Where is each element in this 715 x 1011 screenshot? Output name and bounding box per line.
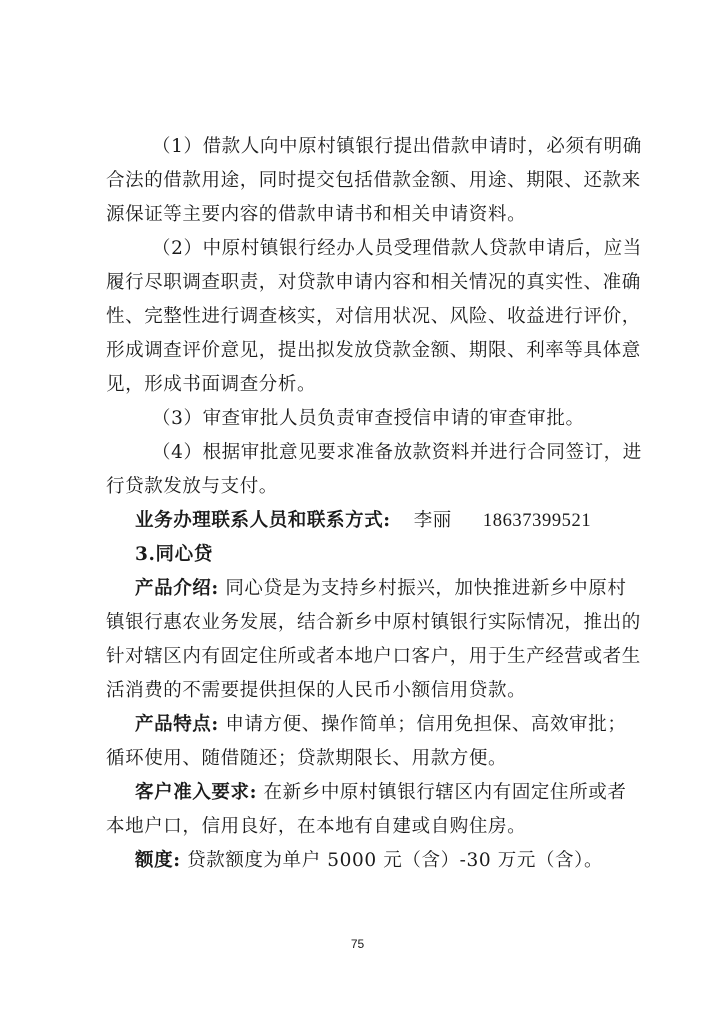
paragraph-line: 活消费的不需要提供担保的人民币小额信用贷款。 xyxy=(106,680,527,701)
requirements-text: 在新乡中原村镇银行辖区内有固定住所或者 xyxy=(263,782,627,803)
intro-text: 同心贷是为支持乡村振兴，加快推进新乡中原村 xyxy=(225,578,627,599)
features-text: 申请方便、操作简单；信用免担保、高效审批； xyxy=(225,714,627,735)
paragraph-line: 合法的借款用途，同时提交包括借款金额、用途、期限、还款来 xyxy=(106,170,641,191)
paragraph-line: （1）借款人向中原村镇银行提出借款申请时，必须有明确 xyxy=(152,136,642,157)
contact-label: 业务办理联系人员和联系方式: xyxy=(135,510,391,531)
paragraph-line: 行贷款发放与支付。 xyxy=(106,476,278,497)
paragraph-line: 循环使用、随借随还；贷款期限长、用款方便。 xyxy=(106,748,508,769)
quota-text: 贷款额度为单户 5000 元（含）-30 万元（含）。 xyxy=(187,850,604,871)
paragraph-line: （4）根据审批意见要求准备放款资料并进行合同签订，进 xyxy=(152,442,642,463)
paragraph-line: 履行尽职调查职责，对贷款申请内容和相关情况的真实性、准确 xyxy=(106,272,641,293)
paragraph-line: 镇银行惠农业务发展，结合新乡中原村镇银行实际情况，推出的 xyxy=(106,612,641,633)
requirements-label: 客户准入要求: xyxy=(135,782,258,803)
paragraph-line: 针对辖区内有固定住所或者本地户口客户，用于生产经营或者生 xyxy=(106,646,641,667)
quota-line xyxy=(135,847,603,875)
contact-name: 李丽 xyxy=(413,510,452,531)
paragraph-line: 源保证等主要内容的借款申请书和相关申请资料。 xyxy=(106,204,527,225)
features-first-line xyxy=(135,711,626,739)
quota-label: 额度: xyxy=(135,850,181,871)
paragraph-line: 形成调查评价意见，提出拟发放贷款金额、期限、利率等具体意 xyxy=(106,340,641,361)
paragraph-line: 性、完整性进行调查核实，对信用状况、风险、收益进行评价， xyxy=(106,306,641,327)
intro-first-line xyxy=(135,575,626,603)
paragraph-line: （2）中原村镇银行经办人员受理借款人贷款申请后，应当 xyxy=(152,238,642,259)
contact-phone: 18637399521 xyxy=(482,511,592,531)
contact-line xyxy=(135,507,591,535)
page-number: 75 xyxy=(350,937,365,951)
features-label: 产品特点: xyxy=(135,714,219,735)
paragraph-line: （3）审查审批人员负责审查授信申请的审查审批。 xyxy=(152,408,585,429)
intro-label: 产品介绍: xyxy=(135,578,219,599)
paragraph-line: 本地户口，信用良好，在本地有自建或自购住房。 xyxy=(106,816,527,837)
section-title: 3.同心贷 xyxy=(135,544,213,565)
requirements-first-line xyxy=(135,779,626,807)
paragraph-line: 见，形成书面调查分析。 xyxy=(106,374,317,395)
